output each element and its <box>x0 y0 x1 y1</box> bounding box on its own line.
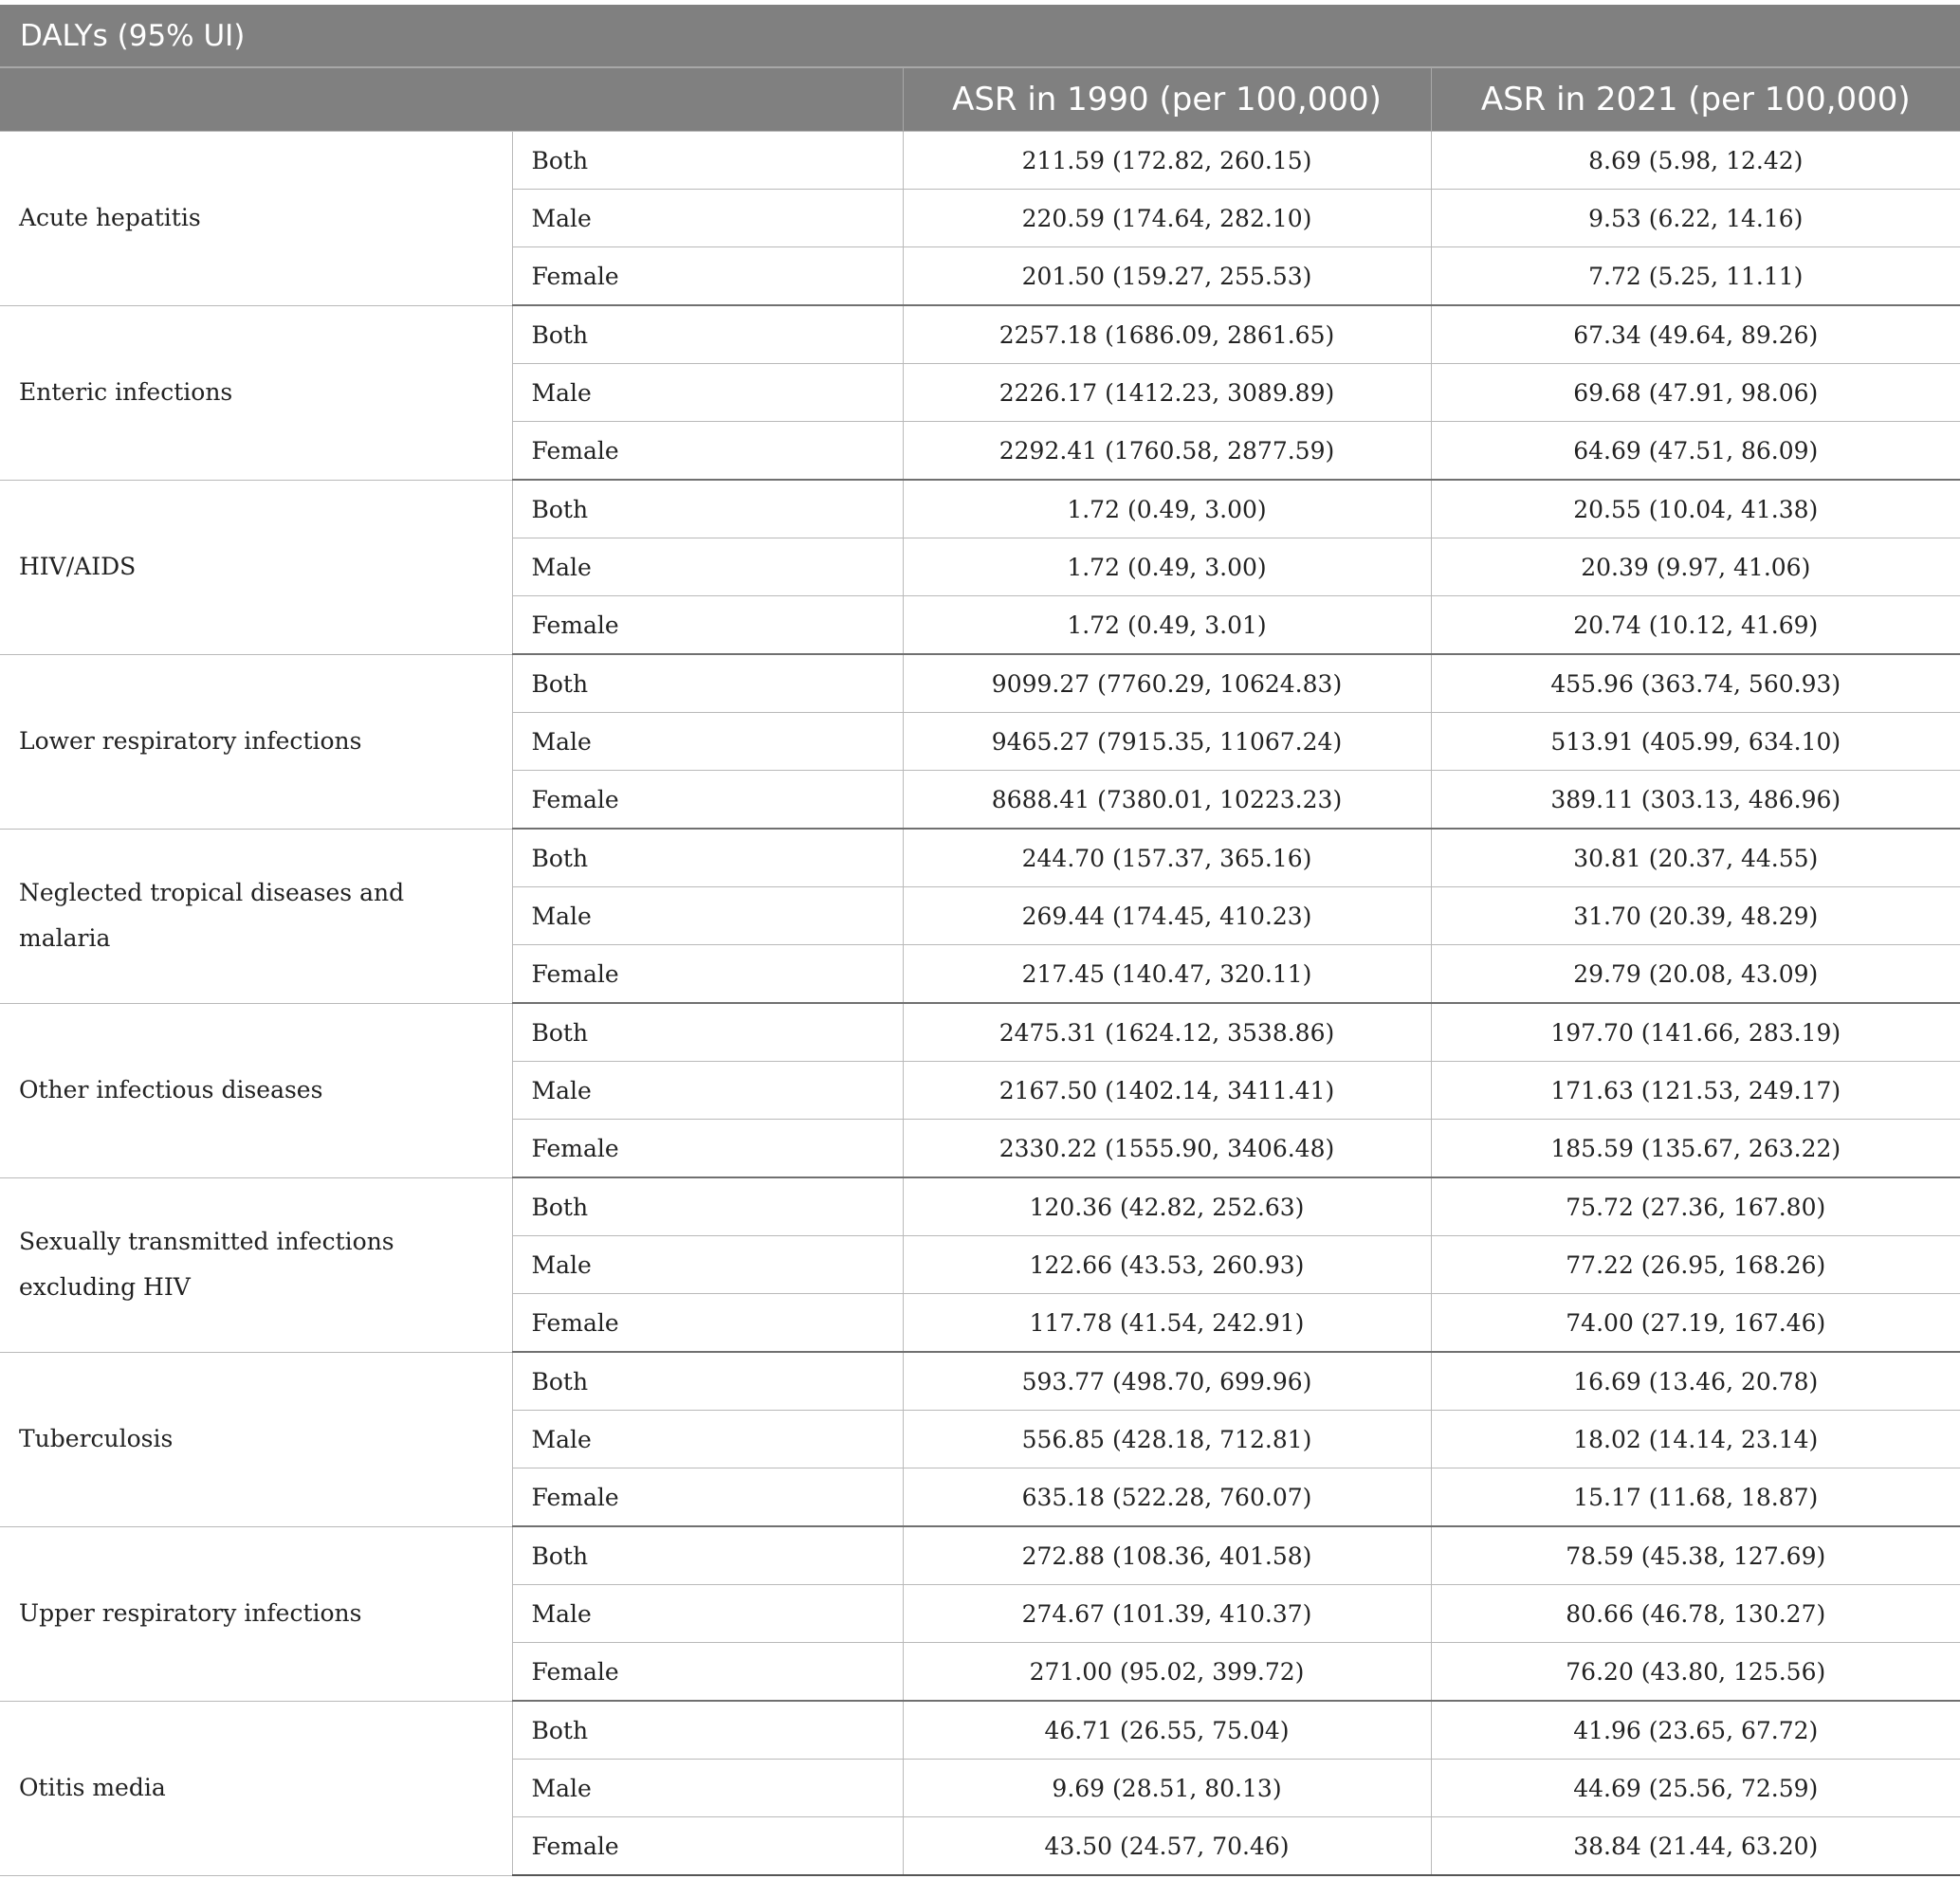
asr-2021-value: 76.20 (43.80, 125.56) <box>1431 1643 1960 1702</box>
sex-label: Both <box>512 305 903 364</box>
sex-label: Both <box>512 132 903 190</box>
column-header-asr-1990: ASR in 1990 (per 100,000) <box>903 67 1431 132</box>
table-caption-row <box>0 5 1960 67</box>
asr-1990-value: 46.71 (26.55, 75.04) <box>903 1701 1431 1760</box>
asr-1990-value: 220.59 (174.64, 282.10) <box>903 190 1431 247</box>
column-header-asr-2021: ASR in 2021 (per 100,000) <box>1431 67 1960 132</box>
asr-1990-value: 1.72 (0.49, 3.00) <box>903 538 1431 596</box>
cause-name: Upper respiratory infections <box>0 1526 512 1701</box>
sex-label: Male <box>512 190 903 247</box>
cause-name: Acute hepatitis <box>0 132 512 306</box>
asr-1990-value: 556.85 (428.18, 712.81) <box>903 1411 1431 1468</box>
sex-label: Female <box>512 1817 903 1876</box>
table-row <box>0 829 1960 887</box>
sex-label: Female <box>512 1120 903 1178</box>
sex-label: Female <box>512 1643 903 1702</box>
sex-label: Female <box>512 1294 903 1353</box>
asr-2021-value: 67.34 (49.64, 89.26) <box>1431 305 1960 364</box>
sex-label: Female <box>512 596 903 655</box>
asr-2021-value: 44.69 (25.56, 72.59) <box>1431 1760 1960 1817</box>
sex-label: Male <box>512 1062 903 1120</box>
asr-2021-value: 18.02 (14.14, 23.14) <box>1431 1411 1960 1468</box>
asr-2021-value: 77.22 (26.95, 168.26) <box>1431 1236 1960 1294</box>
asr-1990-value: 635.18 (522.28, 760.07) <box>903 1468 1431 1527</box>
cause-name: Enteric infections <box>0 305 512 480</box>
asr-1990-value: 117.78 (41.54, 242.91) <box>903 1294 1431 1353</box>
asr-2021-value: 20.55 (10.04, 41.38) <box>1431 480 1960 538</box>
asr-1990-value: 244.70 (157.37, 365.16) <box>903 829 1431 887</box>
asr-2021-value: 455.96 (363.74, 560.93) <box>1431 654 1960 713</box>
asr-2021-value: 41.96 (23.65, 67.72) <box>1431 1701 1960 1760</box>
sex-label: Both <box>512 1701 903 1760</box>
asr-2021-value: 20.39 (9.97, 41.06) <box>1431 538 1960 596</box>
asr-2021-value: 7.72 (5.25, 11.11) <box>1431 247 1960 306</box>
asr-2021-value: 80.66 (46.78, 130.27) <box>1431 1585 1960 1643</box>
asr-2021-value: 15.17 (11.68, 18.87) <box>1431 1468 1960 1527</box>
sex-label: Male <box>512 713 903 771</box>
sex-label: Both <box>512 480 903 538</box>
asr-2021-value: 513.91 (405.99, 634.10) <box>1431 713 1960 771</box>
asr-1990-value: 1.72 (0.49, 3.01) <box>903 596 1431 655</box>
sex-label: Female <box>512 422 903 481</box>
asr-2021-value: 75.72 (27.36, 167.80) <box>1431 1177 1960 1236</box>
asr-1990-value: 9465.27 (7915.35, 11067.24) <box>903 713 1431 771</box>
cause-name: HIV/AIDS <box>0 480 512 654</box>
asr-1990-value: 201.50 (159.27, 255.53) <box>903 247 1431 306</box>
asr-2021-value: 389.11 (303.13, 486.96) <box>1431 771 1960 830</box>
asr-2021-value: 69.68 (47.91, 98.06) <box>1431 364 1960 422</box>
asr-1990-value: 211.59 (172.82, 260.15) <box>903 132 1431 190</box>
cause-name: Neglected tropical diseases and malaria <box>0 829 512 1003</box>
asr-2021-value: 38.84 (21.44, 63.20) <box>1431 1817 1960 1876</box>
sex-label: Female <box>512 945 903 1004</box>
sex-label: Male <box>512 887 903 945</box>
sex-label: Both <box>512 1526 903 1585</box>
asr-1990-value: 1.72 (0.49, 3.00) <box>903 480 1431 538</box>
asr-1990-value: 43.50 (24.57, 70.46) <box>903 1817 1431 1876</box>
table-row <box>0 1177 1960 1236</box>
asr-1990-value: 274.67 (101.39, 410.37) <box>903 1585 1431 1643</box>
asr-1990-value: 272.88 (108.36, 401.58) <box>903 1526 1431 1585</box>
table-row <box>0 132 1960 190</box>
sex-label: Male <box>512 1411 903 1468</box>
asr-1990-value: 8688.41 (7380.01, 10223.23) <box>903 771 1431 830</box>
dalys-table <box>0 5 1960 1876</box>
asr-1990-value: 2226.17 (1412.23, 3089.89) <box>903 364 1431 422</box>
table-row <box>0 1526 1960 1585</box>
sex-label: Male <box>512 1585 903 1643</box>
asr-2021-value: 78.59 (45.38, 127.69) <box>1431 1526 1960 1585</box>
table-row <box>0 654 1960 713</box>
asr-1990-value: 9.69 (28.51, 80.13) <box>903 1760 1431 1817</box>
table-row <box>0 305 1960 364</box>
asr-1990-value: 120.36 (42.82, 252.63) <box>903 1177 1431 1236</box>
asr-1990-value: 9099.27 (7760.29, 10624.83) <box>903 654 1431 713</box>
cause-name: Tuberculosis <box>0 1352 512 1526</box>
asr-2021-value: 31.70 (20.39, 48.29) <box>1431 887 1960 945</box>
asr-2021-value: 74.00 (27.19, 167.46) <box>1431 1294 1960 1353</box>
column-header-label <box>0 67 903 132</box>
asr-2021-value: 9.53 (6.22, 14.16) <box>1431 190 1960 247</box>
asr-1990-value: 2167.50 (1402.14, 3411.41) <box>903 1062 1431 1120</box>
asr-2021-value: 64.69 (47.51, 86.09) <box>1431 422 1960 481</box>
table-row <box>0 1352 1960 1411</box>
sex-label: Male <box>512 538 903 596</box>
asr-1990-value: 2257.18 (1686.09, 2861.65) <box>903 305 1431 364</box>
asr-1990-value: 269.44 (174.45, 410.23) <box>903 887 1431 945</box>
sex-label: Male <box>512 364 903 422</box>
column-header-row <box>0 67 1960 132</box>
sex-label: Both <box>512 654 903 713</box>
sex-label: Both <box>512 1003 903 1062</box>
cause-name: Other infectious diseases <box>0 1003 512 1177</box>
sex-label: Both <box>512 1352 903 1411</box>
table-caption: DALYs (95% UI) <box>0 5 1960 67</box>
asr-2021-value: 20.74 (10.12, 41.69) <box>1431 596 1960 655</box>
asr-1990-value: 217.45 (140.47, 320.11) <box>903 945 1431 1004</box>
table-row <box>0 1003 1960 1062</box>
sex-label: Both <box>512 1177 903 1236</box>
asr-1990-value: 271.00 (95.02, 399.72) <box>903 1643 1431 1702</box>
asr-1990-value: 593.77 (498.70, 699.96) <box>903 1352 1431 1411</box>
asr-1990-value: 2330.22 (1555.90, 3406.48) <box>903 1120 1431 1178</box>
table-row <box>0 1701 1960 1760</box>
sex-label: Female <box>512 1468 903 1527</box>
sex-label: Male <box>512 1760 903 1817</box>
table-body <box>0 132 1960 1876</box>
asr-1990-value: 122.66 (43.53, 260.93) <box>903 1236 1431 1294</box>
asr-1990-value: 2475.31 (1624.12, 3538.86) <box>903 1003 1431 1062</box>
asr-1990-value: 2292.41 (1760.58, 2877.59) <box>903 422 1431 481</box>
table-row <box>0 480 1960 538</box>
cause-name: Lower respiratory infections <box>0 654 512 829</box>
sex-label: Female <box>512 771 903 830</box>
sex-label: Both <box>512 829 903 887</box>
asr-2021-value: 16.69 (13.46, 20.78) <box>1431 1352 1960 1411</box>
asr-2021-value: 171.63 (121.53, 249.17) <box>1431 1062 1960 1120</box>
cause-name: Sexually transmitted infections excluding HIV <box>0 1177 512 1352</box>
asr-2021-value: 29.79 (20.08, 43.09) <box>1431 945 1960 1004</box>
cause-name: Otitis media <box>0 1701 512 1875</box>
asr-2021-value: 197.70 (141.66, 283.19) <box>1431 1003 1960 1062</box>
sex-label: Male <box>512 1236 903 1294</box>
asr-2021-value: 30.81 (20.37, 44.55) <box>1431 829 1960 887</box>
asr-2021-value: 185.59 (135.67, 263.22) <box>1431 1120 1960 1178</box>
sex-label: Female <box>512 247 903 306</box>
asr-2021-value: 8.69 (5.98, 12.42) <box>1431 132 1960 190</box>
